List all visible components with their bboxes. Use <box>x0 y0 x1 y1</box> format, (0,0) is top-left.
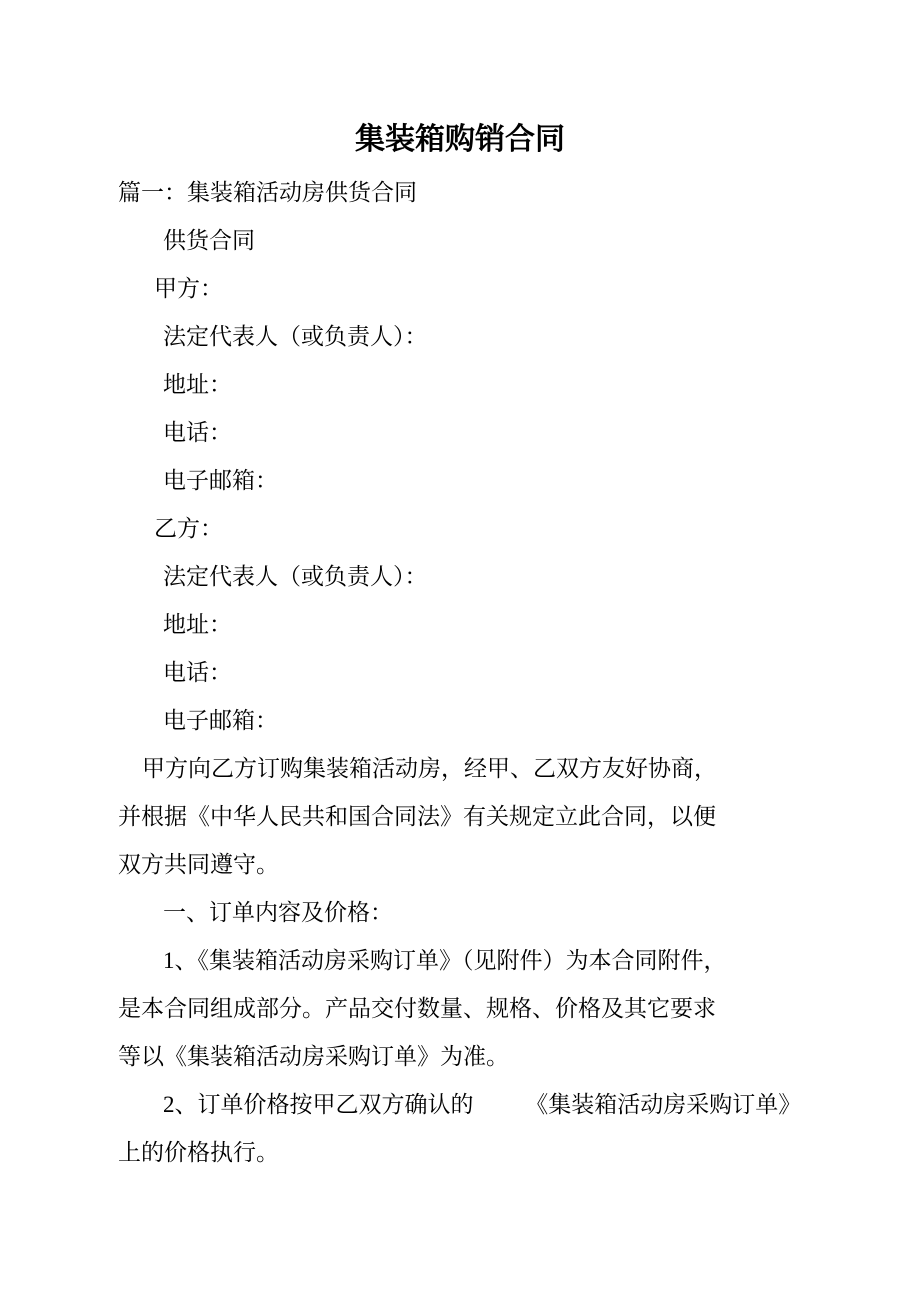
paragraph-line: 一、订单内容及价格： <box>163 900 393 925</box>
paragraph-line: 篇一：集装箱活动房供货合同 <box>118 180 417 205</box>
paragraph-line: 双方共同遵守。 <box>118 852 279 877</box>
paragraph-line: 电话： <box>163 420 232 445</box>
document-title: 集装箱购销合同 <box>355 123 565 156</box>
paragraph-line: 乙方： <box>154 516 223 541</box>
paragraph-line: 地址： <box>163 372 232 397</box>
paragraph-line: 1、《集装箱活动房采购订单》（见附件）为本合同附件， <box>163 948 727 973</box>
document-body <box>118 169 818 1177</box>
paragraph-line: 2、订单价格按甲乙双方确认的 《集装箱活动房采购订单》 <box>163 1092 802 1117</box>
paragraph-line: 法定代表人（或负责人）： <box>163 324 428 349</box>
paragraph-line: 等以《集装箱活动房采购订单》为准。 <box>118 1044 509 1069</box>
paragraph-line: 甲方： <box>154 276 223 301</box>
paragraph-line: 是本合同组成部分。产品交付数量、规格、价格及其它要求 <box>118 996 716 1021</box>
paragraph-line: 供货合同 <box>163 228 255 253</box>
paragraph-line: 甲方向乙方订购集装箱活动房，经甲、乙双方友好协商， <box>142 756 717 781</box>
paragraph-line: 电子邮箱： <box>163 468 278 493</box>
paragraph-line: 上的价格执行。 <box>118 1140 279 1165</box>
paragraph-line: 电子邮箱： <box>163 708 278 733</box>
paragraph-line: 地址： <box>163 612 232 637</box>
paragraph-line: 电话： <box>163 660 232 685</box>
paragraph-line: 并根据《中华人民共和国合同法》有关规定立此合同，以便 <box>118 804 716 829</box>
paragraph-line: 法定代表人（或负责人）： <box>163 564 428 589</box>
